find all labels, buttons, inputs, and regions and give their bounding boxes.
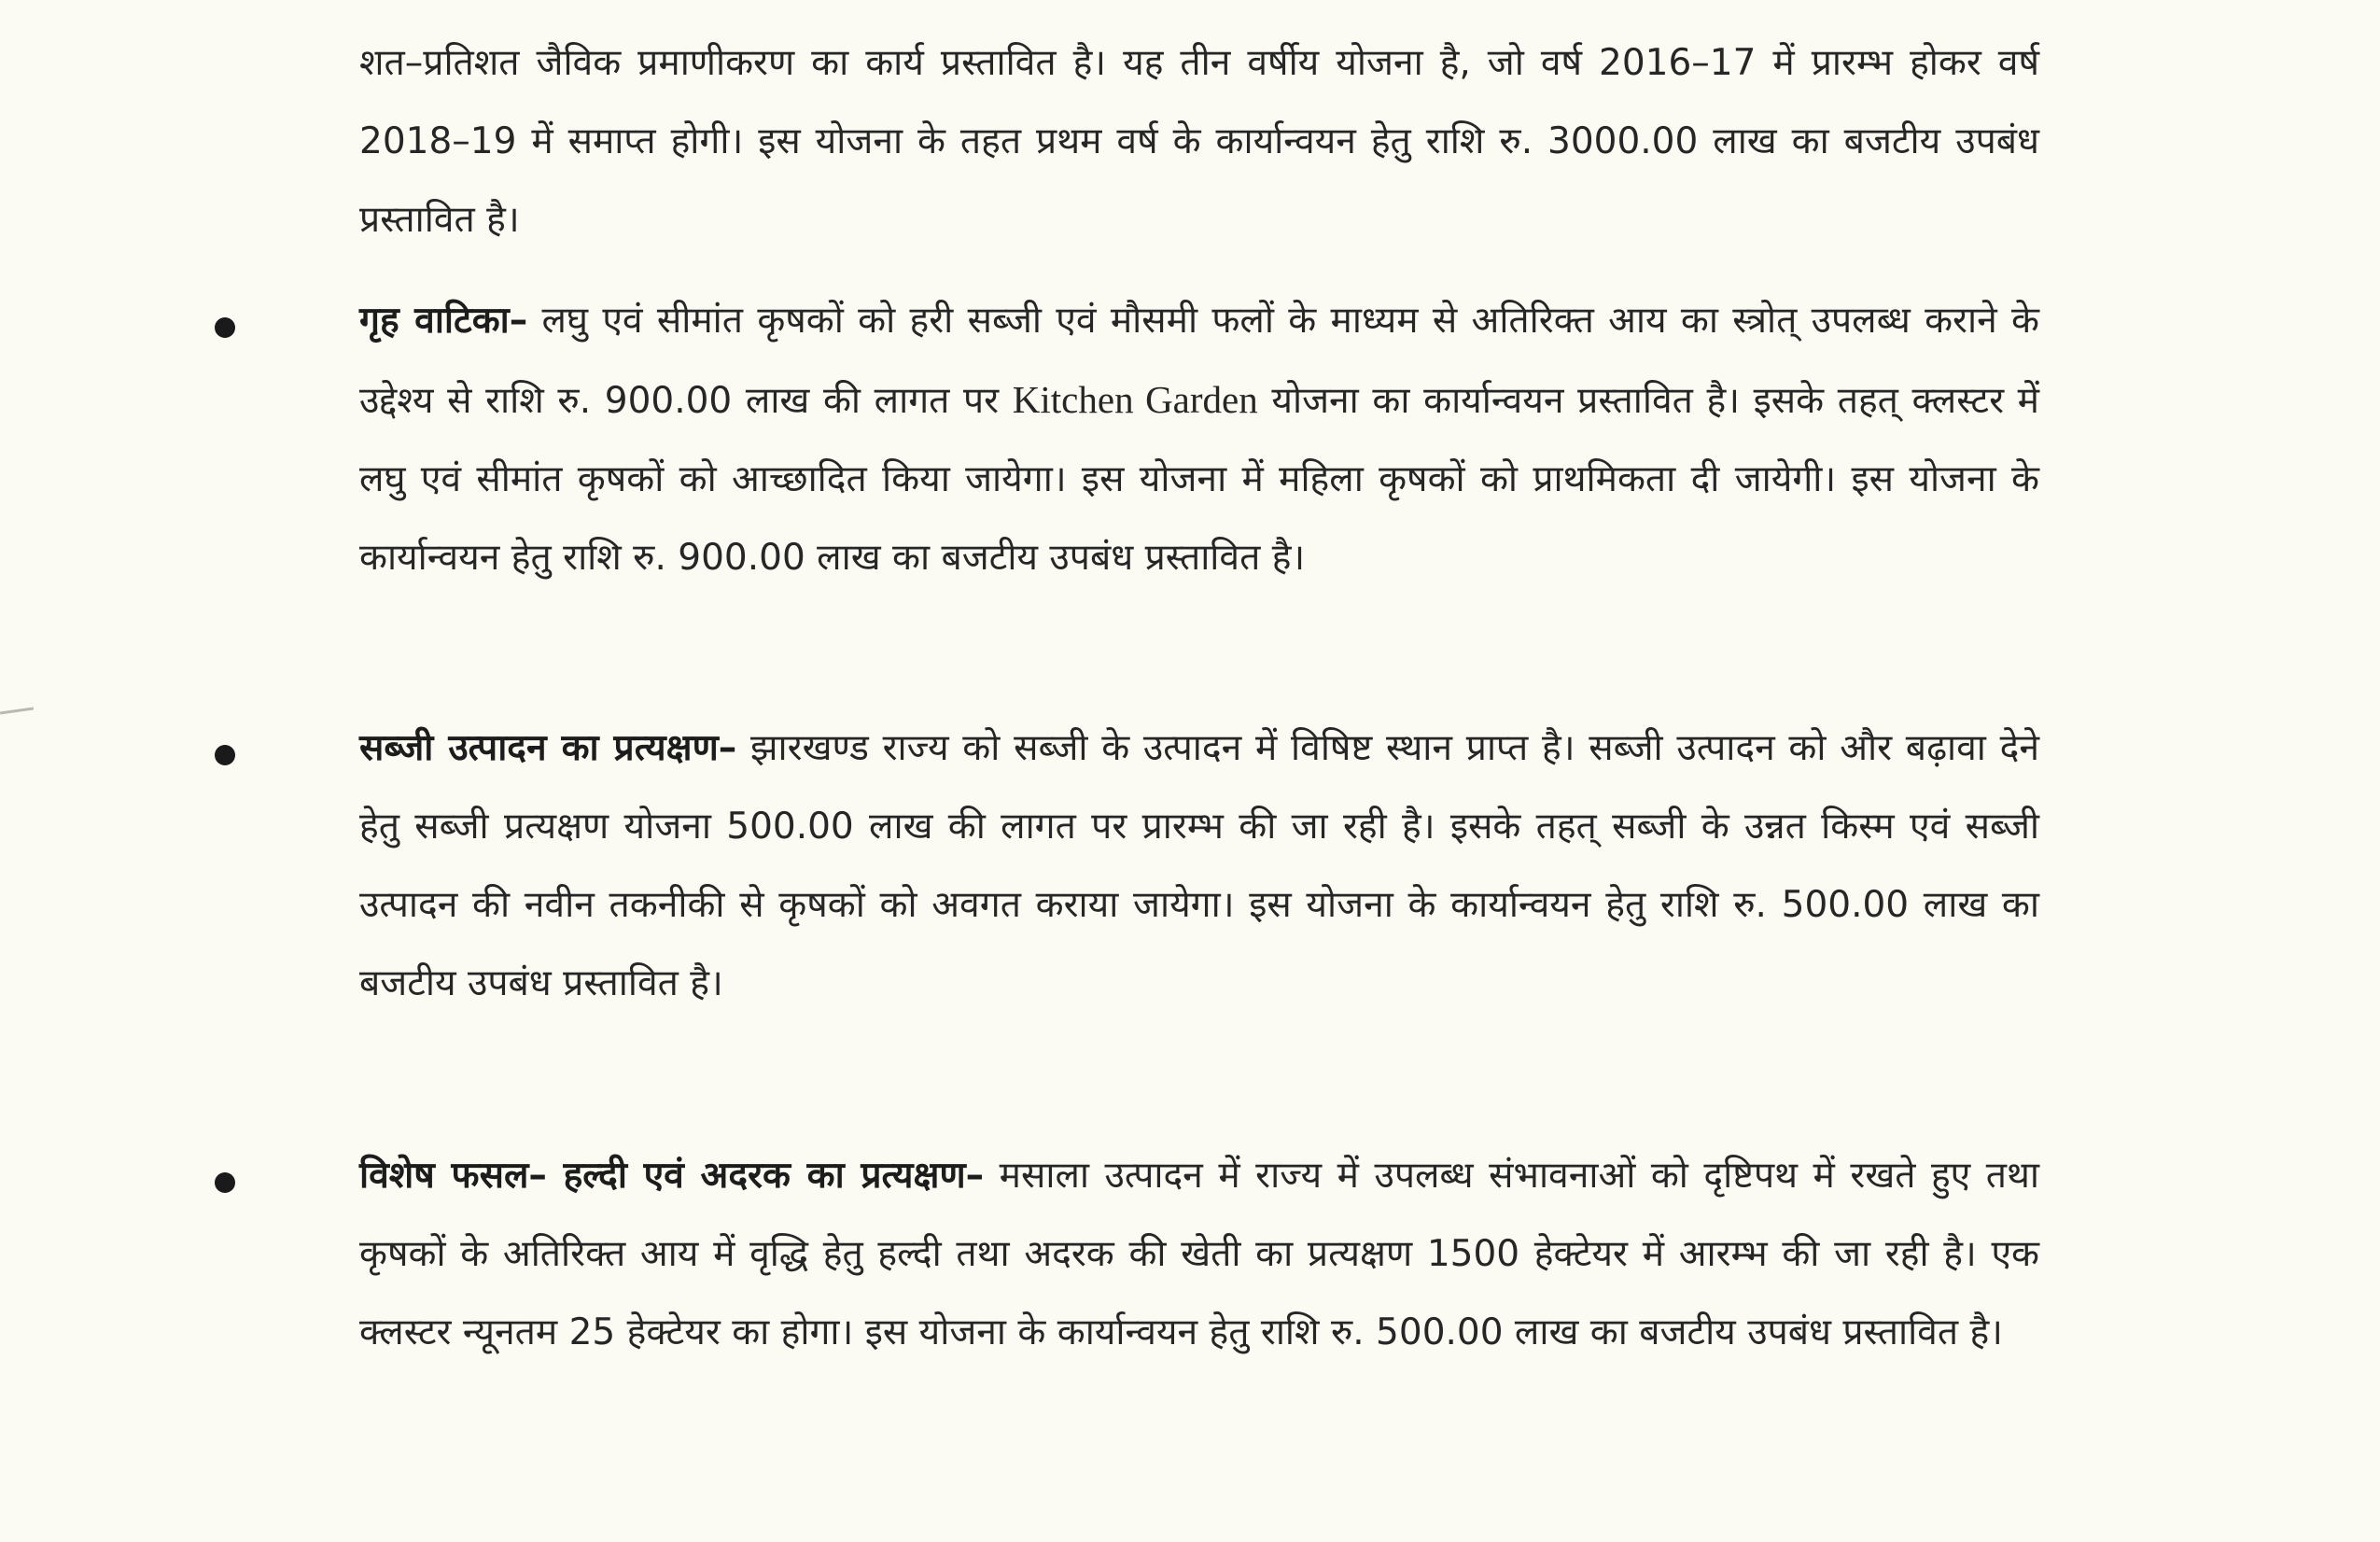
bullet-icon	[215, 745, 235, 765]
continuation-paragraph: शत–प्रतिशत जैविक प्रमाणीकरण का कार्य प्रस्तावित है। यह तीन वर्षीय योजना है, जो वर्ष 2016–17 में प्रारम्भ होकर वर्ष 2018–19 में समाप्त होगी। इस योजना के तहत प्रथम वर्ष के कार्यान्वयन हेतु राशि रु. 3000.00 लाख का बजटीय उपबंध प्रस्तावित है।	[359, 42, 2039, 241]
item-paragraph	[359, 1137, 2039, 1372]
item-heading: विशेष फसल– हल्दी एवं अदरक का प्रत्यक्षण–	[359, 1155, 985, 1197]
item-heading: गृह वाटिका–	[359, 300, 528, 342]
item-body: लघु एवं सीमांत कृषकों को हरी सब्जी एवं मौसमी फलों के माध्यम से अतिरिक्त आय का स्त्रोत् उपलब्ध कराने के उद्देश्य से राशि रु. 900.00 लाख की लागत पर	[359, 300, 2040, 422]
bullet-icon	[215, 1172, 235, 1193]
item-heading: सब्जी उत्पादन का प्रत्यक्षण–	[359, 727, 737, 769]
item-body: मसाला उत्पादन में राज्य में उपलब्ध संभावनाओं को दृष्टिपथ में रखते हुए तथा कृषकों के अतिरिक्त आय में वृद्धि हेतु हल्दी तथा अदरक की खेती का प्रत्यक्षण 1500 हेक्टेयर में आरम्भ की जा रही है। एक क्लस्टर न्यूनतम 25 हेक्टेयर का होगा। इस योजना के कार्यान्वयन हेतु राशि रु. 500.00 लाख का बजटीय उपबंध प्रस्तावित है।	[359, 1155, 2040, 1353]
scan-artifact	[0, 708, 34, 715]
item-body: योजना का कार्यान्वयन प्रस्तावित है। इसके तहत् क्लस्टर में लघु एवं सीमांत कृषकों को आच्छादित किया जायेगा। इस योजना में महिला कृषकों को प्राथमिकता दी जायेगी। इस योजना के कार्यान्वयन हेतु राशि रु. 900.00 लाख का बजटीय उपबंध प्रस्तावित है।	[359, 380, 2039, 579]
item-body: झारखण्ड राज्य को सब्जी के उत्पादन में विषिष्ट स्थान प्राप्त है। सब्जी उत्पादन को और बढ़ावा देने हेतु सब्जी प्रत्यक्षण योजना 500.00 लाख की लागत पर प्रारम्भ की जा रही है। इसके तहत् सब्जी के उन्नत किस्म एवं सब्जी उत्पादन की नवीन तकनीकी से कृषकों को अवगत कराया जायेगा। इस योजना के कार्यान्वयन हेतु राशि रु. 500.00 लाख का बजटीय उपबंध प्रस्तावित है।	[359, 727, 2039, 1004]
item-paragraph	[359, 709, 2039, 1023]
item-body-latin: Kitchen Garden	[1012, 378, 1258, 421]
item-paragraph	[359, 282, 2039, 597]
bullet-icon	[215, 317, 235, 338]
